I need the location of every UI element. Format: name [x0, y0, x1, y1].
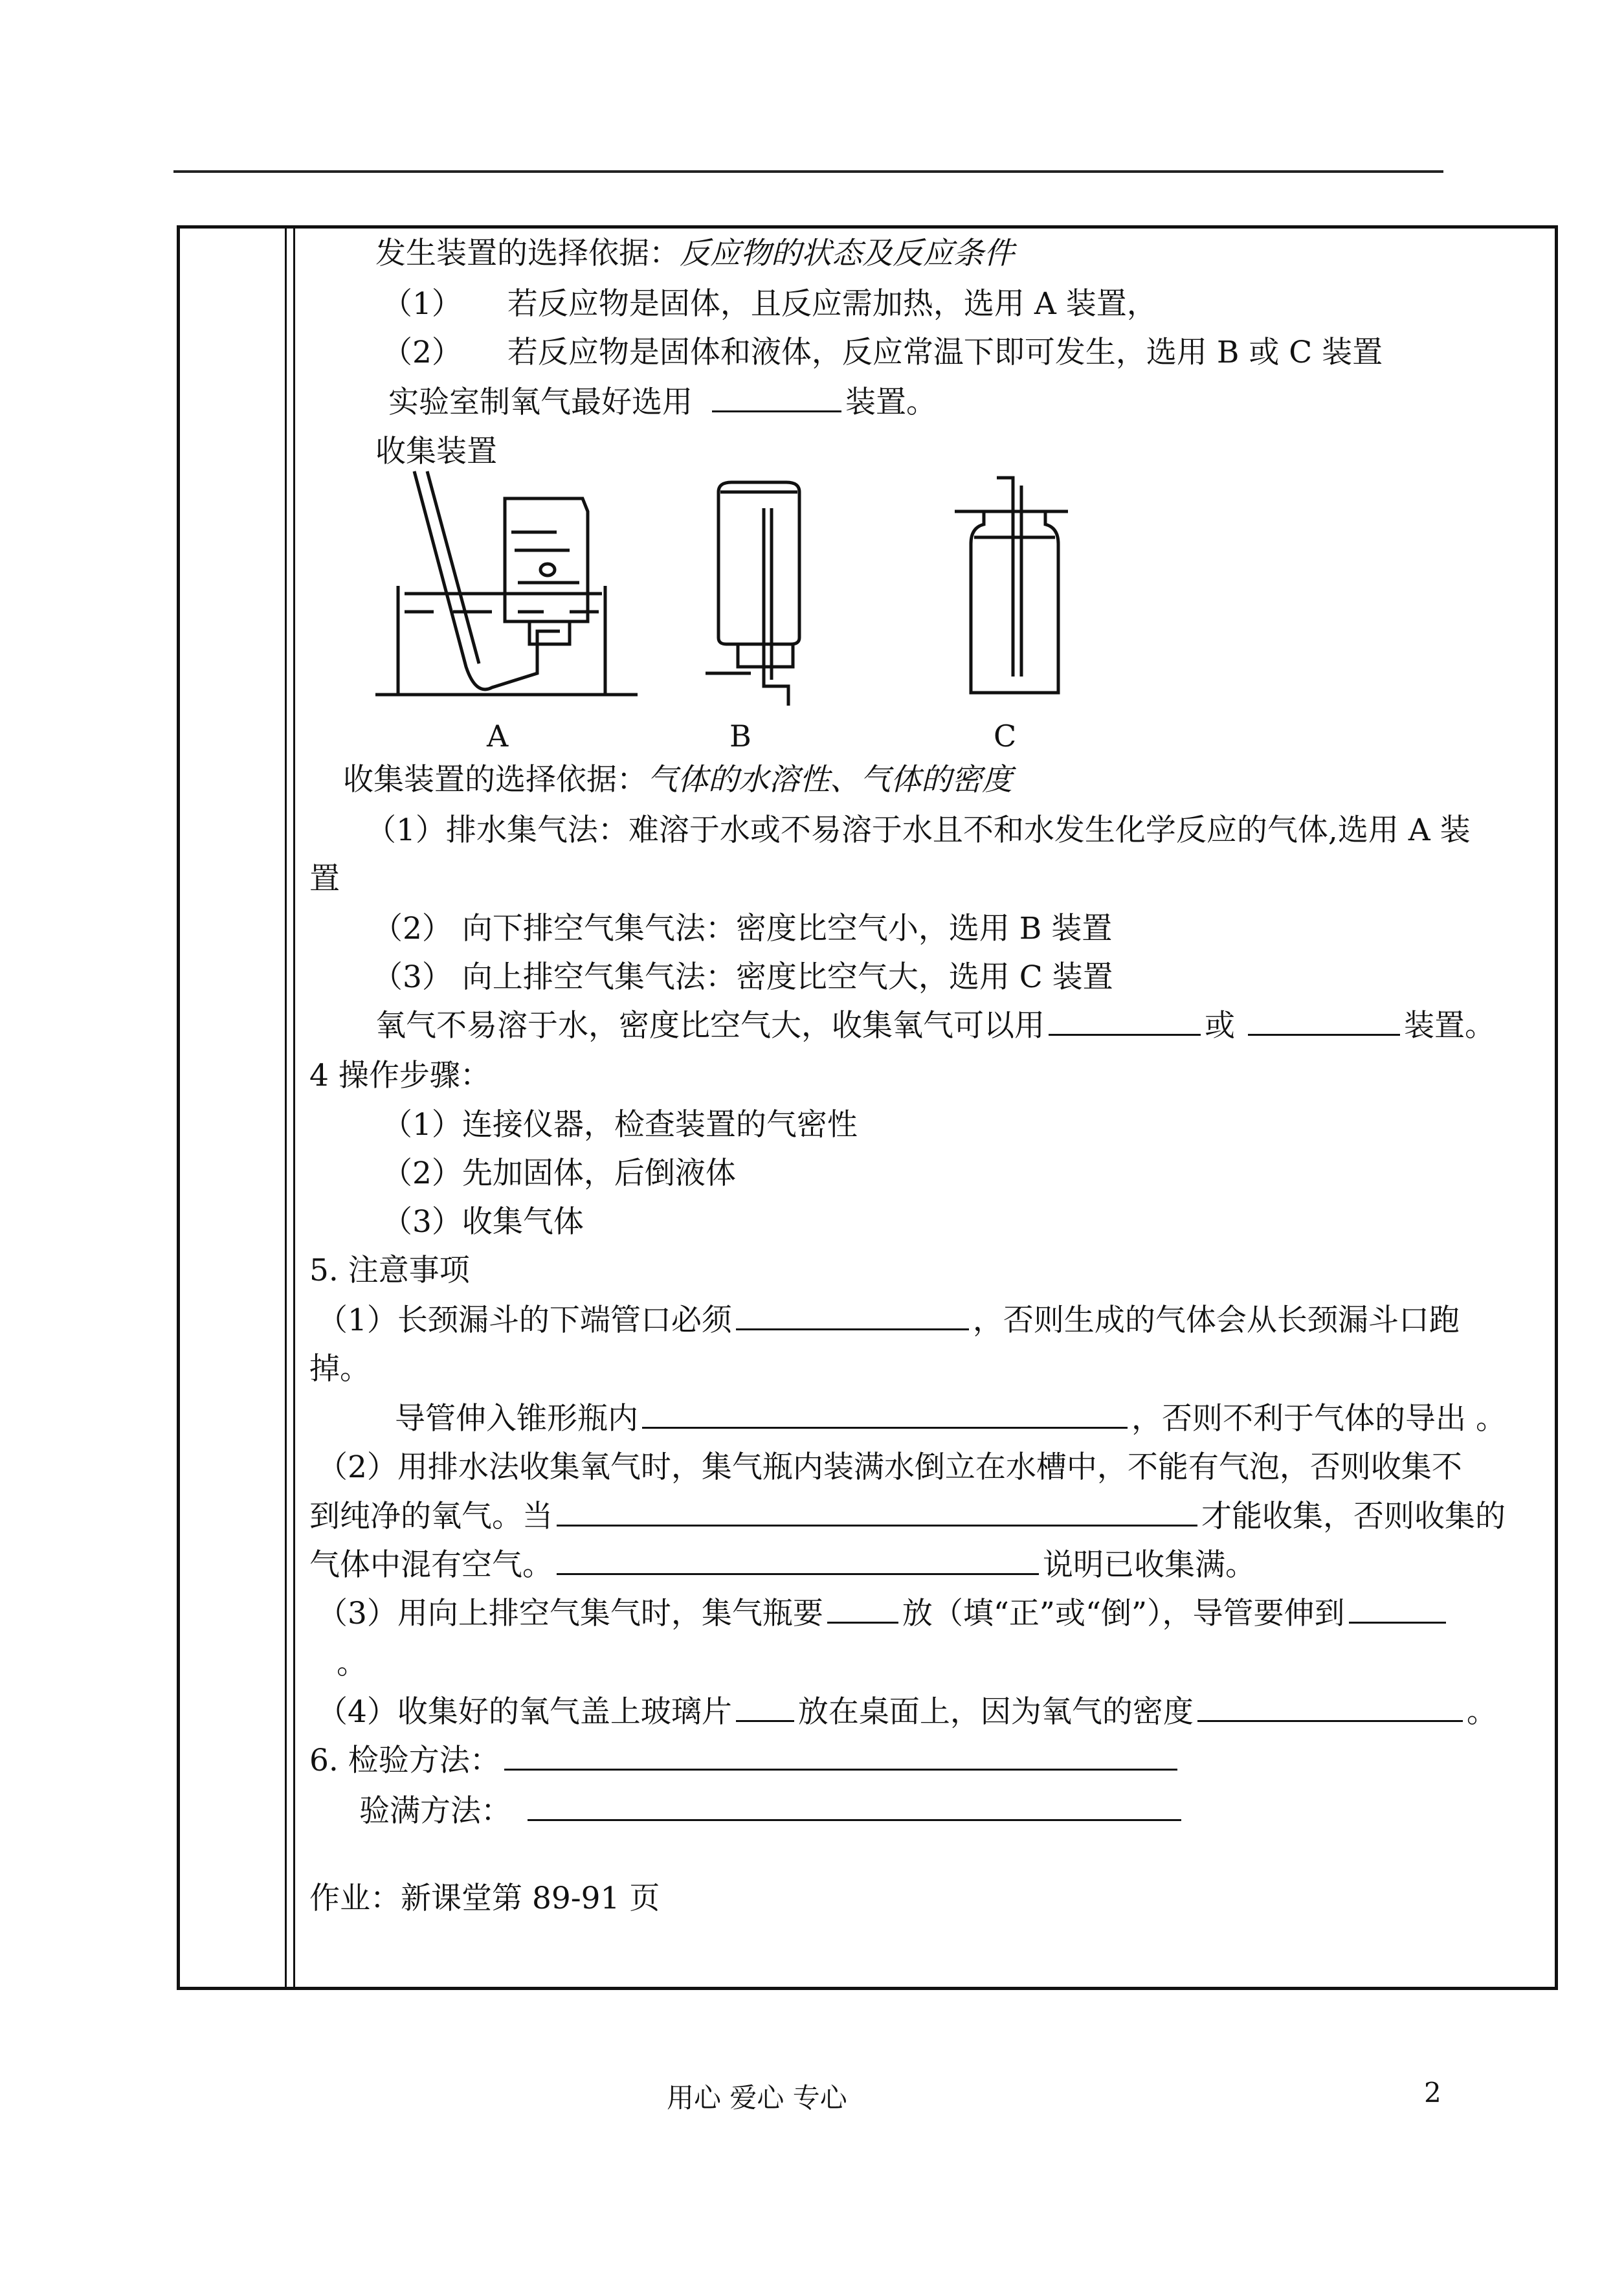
- jar-bubble: [540, 564, 555, 576]
- collection-rule-1-cont: 置: [309, 861, 340, 897]
- notes-title: 5. 注意事项: [309, 1253, 470, 1288]
- trough-walls: [398, 586, 605, 695]
- test-method: 6. 检验方法：: [309, 1741, 1181, 1780]
- collection-rule-2: （2） 向下排空气集气法：密度比空气小，选用 B 装置: [372, 911, 1113, 946]
- note-1-tube: 导管伸入锥形瓶内 ，否则不利于气体的导出 。: [395, 1401, 1506, 1437]
- note-1: （1）长颈漏斗的下端管口必须 ，否则生成的气体会从长颈漏斗口跑: [317, 1303, 1460, 1338]
- figure-label-c: C: [994, 719, 1017, 754]
- note-1-cont: 掉。: [309, 1351, 370, 1387]
- collection-basis-criteria: 气体的水溶性、气体的密度: [647, 762, 1012, 798]
- generation-basis-label: 发生装置的选择依据：: [375, 236, 680, 271]
- lab-oxygen-question: 实验室制氧气最好选用 装置。: [388, 385, 937, 420]
- step-3: （3）收集气体: [382, 1204, 584, 1240]
- answer-blank[interactable]: [1349, 1619, 1446, 1624]
- generation-rule-1: （1） 若反应物是固体，且反应需加热，选用 A 装置，: [382, 286, 1157, 322]
- answer-blank[interactable]: [1248, 1031, 1400, 1036]
- generation-rule-2: （2） 若反应物是固体和液体，反应常温下即可发生，选用 B 或 C 装置: [382, 335, 1383, 370]
- answer-blank[interactable]: [736, 1717, 794, 1722]
- jar-b: [718, 482, 799, 644]
- delivery-tube-a-inner: [427, 471, 479, 664]
- answer-blank[interactable]: [1197, 1717, 1463, 1722]
- collection-basis-line: 收集装置的选择依据：气体的水溶性、气体的密度: [343, 762, 1012, 798]
- steps-title: 4 操作步骤：: [309, 1058, 491, 1093]
- note-3: （3）用向上排空气集气时，集气瓶要 放（填“正”或“倒”），导管要伸到: [317, 1594, 1450, 1633]
- collection-rule-1: （1）排水集气法：难溶于水或不易溶于水且不和水发生化学反应的气体,选用 A 装: [366, 812, 1471, 848]
- answer-blank[interactable]: [736, 1326, 969, 1330]
- footer-motto: 用心 爱心 专心: [667, 2082, 847, 2114]
- answer-blank[interactable]: [1049, 1031, 1201, 1036]
- answer-blank[interactable]: [504, 1766, 1177, 1771]
- generation-basis-criteria: 反应物的状态及反应条件: [680, 236, 1014, 271]
- step-2: （2）先加固体，后倒液体: [382, 1156, 736, 1191]
- page-number: 2: [1424, 2077, 1441, 2108]
- delivery-tube-b: [764, 508, 788, 706]
- homework-line: 作业：新课堂第 89-91 页: [309, 1881, 660, 1916]
- oxygen-collection-question: 氧气不易溶于水，密度比空气大，收集氧气可以用 或 装置。: [375, 1008, 1495, 1044]
- collection-rule-3: （3） 向上排空气集气法：密度比空气大，选用 C 装置: [372, 959, 1113, 995]
- collection-apparatus-title: 收集装置: [375, 434, 497, 469]
- delivery-tube-c: [997, 478, 1013, 677]
- figure-label-b: B: [729, 719, 751, 754]
- step-1: （1）连接仪器，检查装置的气密性: [382, 1107, 858, 1143]
- answer-blank[interactable]: [827, 1619, 898, 1624]
- answer-blank[interactable]: [557, 1522, 1197, 1527]
- note-2: （2）用排水法收集氧气时，集气瓶内装满水倒立在水槽中，不能有气泡，否则收集不: [317, 1449, 1462, 1485]
- answer-blank[interactable]: [557, 1571, 1039, 1575]
- note-2-full: 气体中混有空气。 说明已收集满。: [309, 1547, 1256, 1583]
- full-check-method: 验满方法：: [359, 1792, 1185, 1831]
- note-3-cont: 。: [337, 1646, 367, 1681]
- note-4: （4）收集好的氧气盖上玻璃片 放在桌面上，因为氧气的密度 。: [317, 1694, 1497, 1730]
- figure-label-a: A: [487, 719, 509, 754]
- answer-blank[interactable]: [642, 1424, 1128, 1429]
- answer-blank[interactable]: [528, 1817, 1181, 1821]
- note-2-cont: 到纯净的氧气。当 才能收集，否则收集的: [309, 1499, 1506, 1534]
- inverted-jar: [505, 498, 588, 621]
